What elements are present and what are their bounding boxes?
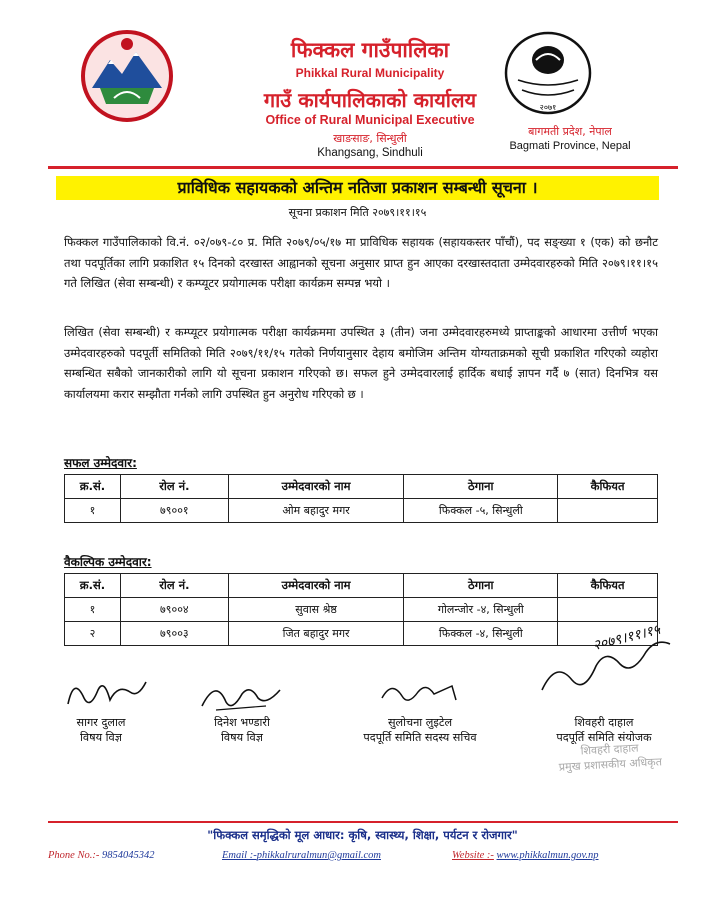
table-row [65,598,658,622]
footer-email [222,850,381,861]
table-header-row [65,574,658,598]
signature-1 [60,670,150,714]
col-sn: क्र.सं. [65,475,121,499]
cell-address: फिक्कल -४, सिन्धुली [404,622,558,646]
municipality-name-en: Phikkal Rural Municipality [295,66,445,80]
signature-2 [196,676,286,716]
svg-text:२०७१: २०७१ [539,103,557,112]
nepal-emblem-icon [78,26,176,124]
publish-date: सूचना प्रकाशन मिति २०७९।११।१५ [288,206,427,219]
cell-sn: १ [65,499,121,523]
col-remarks: कैफियत [558,475,658,499]
cell-name: जित बहादुर मगर [228,622,404,646]
signatory-name: सुलोचना लुइटेल [387,716,453,729]
signatory-role: पदपूर्ति समिति सदस्य सचिव [363,731,477,744]
website-link[interactable]: www.phikkalmun.gov.np [496,850,599,861]
province-en: Bagmati Province, Nepal [509,140,631,152]
header-divider [48,166,678,169]
office-name-ne: गाउँ कार्यपालिकाको कार्यालय [263,88,477,112]
stamp-name: शिवहरी दाहाल [580,741,639,758]
successful-heading: सफल उम्मेदवार: [64,456,137,470]
col-name: उम्मेदवारको नाम [228,475,404,499]
signatory-role: विषय विज्ञ [221,731,263,744]
email-label: Email :- [222,850,257,861]
notice-paragraph-1: फिक्कल गाउँपालिकाको वि.नं. ०२/०७९-८० प्र. मिति २०७९/०५/१७ मा प्राविधिक सहायक (सहायकस्तर पाँचौं), पद सङ्ख्या १ (एक) को छनौट तथा पदपूर्तिका लागि प्रकाशित १५ दिनको दरखास्त आह्वानको सूचना अनुसार प्राप्त हुन आएका दरखास्तदाता उम्मेदवारहरुको मिति २०७९।११।१५ गते लिखित (सेवा सम्बन्धी) र कम्प्यूटर प्रयोगात्मक परीक्षा कार्यक्रम सम्पन्न भयो । [64,235,658,290]
alternate-heading: वैकल्पिक उम्मेदवार: [64,555,152,569]
address-ne: खाङसाङ, सिन्धुली [333,132,407,145]
notice-paragraph-2: लिखित (सेवा सम्बन्धी) र कम्प्यूटर प्रयोगात्मक परीक्षा कार्यक्रममा उपस्थित ३ (तीन) जना उम्मेदवारहरुमध्ये प्राप्ताङ्कको आधारमा उत्तीर्ण भएका उम्मेदवारहरुको पदपूर्ती समितिको मिति २०७९/११/१५ गतेको निर्णयानुसार देहाय बमोजिम अन्तिम योग्यताक्रमको सूची प्रकाशित गरिएको व्यहोरा सम्बन्धित सबैको जानकारीको लागि यो सूचना प्रकाशन गरिएको छ। सफल हुने उम्मेदवारलाई हार्दिक बधाई ज्ञापन गर्दै ७ (सात) दिनभित्र यस कार्यालयमा करार सम्झौता गर्नको लागि उपस्थित हुन अनुरोध गरिएको छ । [64,325,658,401]
signatory-2 [182,715,302,745]
handwritten-date: २०७९।११।१५ [591,621,662,655]
col-address: ठेगाना [404,475,558,499]
cell-remarks [558,499,658,523]
signature-3 [374,676,464,712]
col-sn: क्र.सं. [65,574,121,598]
office-name-en: Office of Rural Municipal Executive [265,113,475,127]
cell-remarks [558,598,658,622]
cell-address: गोलन्जोर -४, सिन्धुली [404,598,558,622]
successful-table [64,474,658,523]
website-label: Website :- [452,850,494,861]
signatory-role: पदपूर्ति समिति संयोजक [556,731,652,744]
cell-sn: १ [65,598,121,622]
cell-name: ओम बहादुर मगर [228,499,404,523]
stamp-title: प्रमुख प्रशासकीय अधिकृत [558,755,663,774]
cell-roll: ७९००३ [120,622,228,646]
footer-divider [48,821,678,823]
cell-roll: ७९००४ [120,598,228,622]
signatory-1 [46,715,156,745]
footer-website [452,850,599,861]
cell-address: फिक्कल -५, सिन्धुली [404,499,558,523]
phone-number: 9854045342 [101,850,155,861]
province-ne: बागमती प्रदेश, नेपाल [528,125,612,138]
signatory-name: सागर दुलाल [76,716,126,729]
col-address: ठेगाना [404,574,558,598]
footer-phone [48,850,154,861]
signatory-name: दिनेश भण्डारी [214,716,270,729]
col-name: उम्मेदवारको नाम [228,574,404,598]
table-row [65,499,658,523]
address-en: Khangsang, Sindhuli [317,147,423,159]
phone-label: Phone No.:- [48,850,100,861]
email-link[interactable]: phikkalruralmun@gmail.com [256,850,381,861]
cell-name: सुवास श्रेष्ठ [228,598,404,622]
cell-sn: २ [65,622,121,646]
col-remarks: कैफियत [558,574,658,598]
table-header-row [65,475,658,499]
signatory-3 [330,715,510,745]
col-roll: रोल नं. [120,475,228,499]
cell-roll: ७९००१ [120,499,228,523]
signatory-role: विषय विज्ञ [80,731,122,744]
notice-title: प्राविधिक सहायकको अन्तिम नतिजा प्रकाशन सम्बन्धी सूचना । [56,176,659,200]
signatory-name: शिवहरी दाहाल [574,716,634,729]
footer-motto: "फिक्कल समृद्धिको मूल आधार: कृषि, स्वास्थ्य, शिक्षा, पर्यटन र रोजगार" [207,828,518,842]
municipality-name-ne: फिक्कल गाउँपालिका [290,38,450,62]
col-roll: रोल नं. [120,574,228,598]
